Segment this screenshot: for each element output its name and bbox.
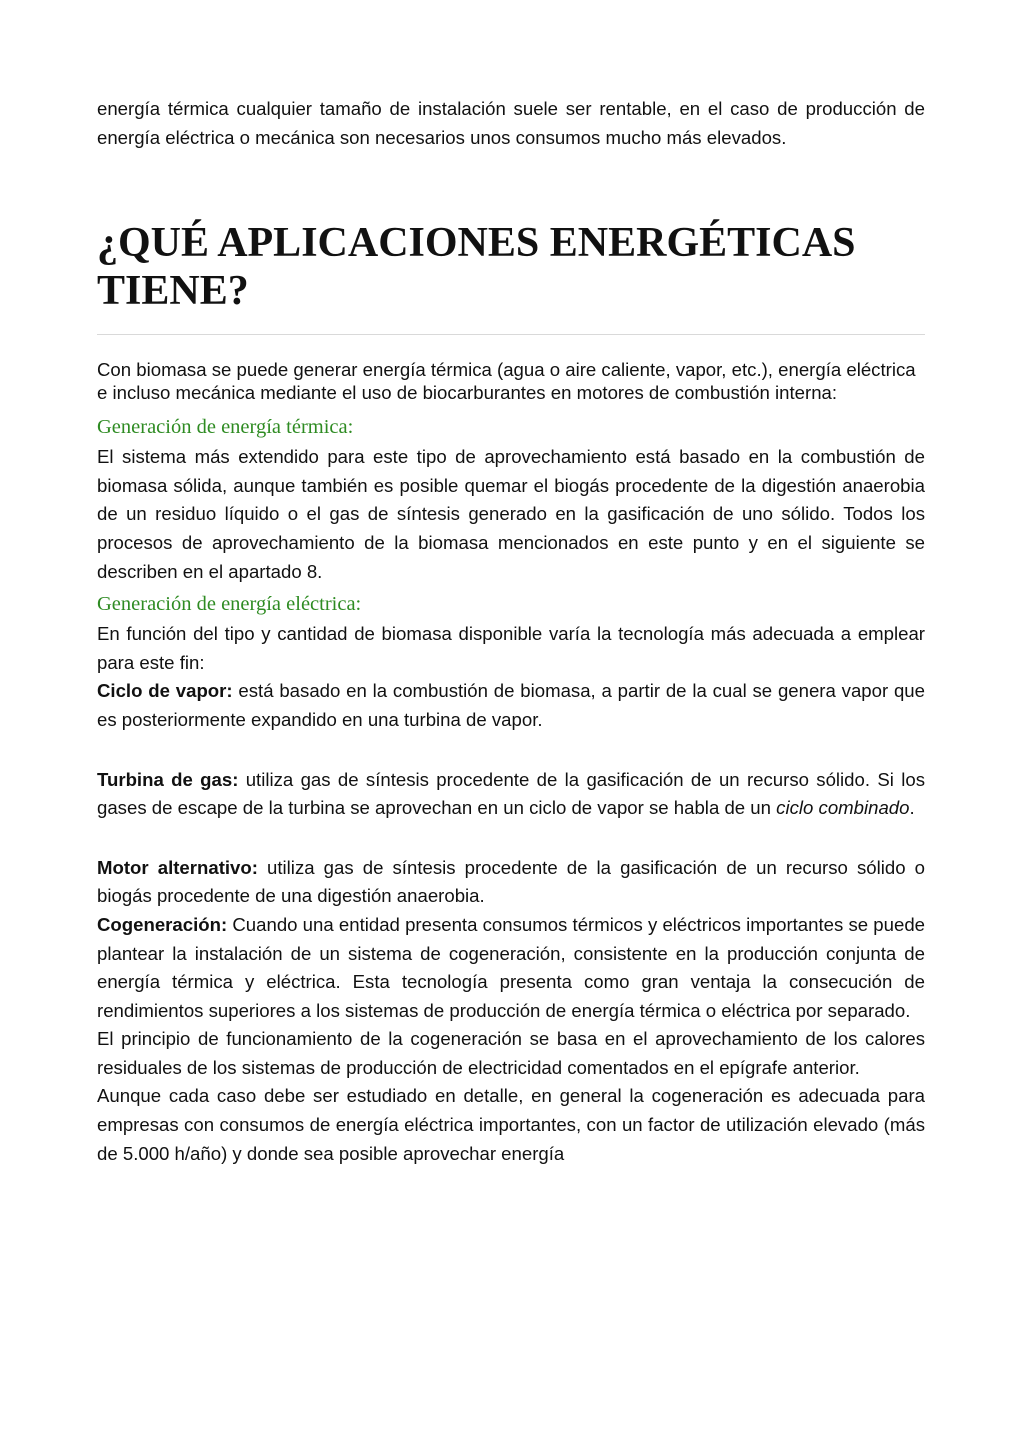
section-title	[97, 219, 925, 315]
combined-cycle-term: ciclo combinado	[776, 797, 910, 819]
electric-heading: Generación de energía eléctrica:	[97, 593, 362, 616]
thermal-paragraph: El sistema más extendido para este tipo de aprovechamiento está basado en la combustión de biomasa sólida, aunque también es posible quemar el biogás procedente de la digestión anaerobia de un residuo líquido o el gas de síntesis generado en la gasificación de uno sólido. Todos los procesos de aprovechamiento de la biomasa mencionados en este punto y en el siguiente se describen en el apartado 8.	[97, 446, 925, 582]
gas-turbine-text: utiliza gas de síntesis procedente de la gasificación de un recurso sólido. Si los gases de escape de la turbina se aprovechan en un ciclo de vapor se habla de un	[97, 768, 925, 819]
alternative-engine-paragraph	[97, 854, 925, 911]
section-lead-paragraph: Con biomasa se puede generar energía térmica (agua o aire caliente, vapor, etc.), energía eléctrica e incluso mecánica mediante el uso de biocarburantes en motores de combustión interna:	[97, 359, 916, 403]
gas-turbine-end: .	[909, 797, 915, 819]
steam-cycle-paragraph	[97, 677, 925, 734]
gas-turbine-paragraph	[97, 766, 925, 823]
section-title-line1: ¿QUÉ APLICACIONES ENERGÉTICAS	[97, 220, 856, 267]
thermal-heading: Generación de energía térmica:	[97, 416, 354, 439]
intro-paragraph: energía térmica cualquier tamaño de instalación suele ser rentable, en el caso de producción de energía eléctrica o mecánica son necesarios unos consumos mucho más elevados.	[97, 98, 925, 148]
alternative-engine-text: utiliza gas de síntesis procedente de la gasificación de un recurso sólido o biogás procedente de una digestión anaerobia.	[97, 856, 925, 907]
steam-cycle-label: Ciclo de vapor:	[97, 680, 233, 702]
cogeneration-principle-paragraph: El principio de funcionamiento de la cogeneración se basa en el aprovechamiento de los calores residuales de los sistemas de producción de electricidad comentados en el epígrafe anterior.	[97, 1028, 925, 1078]
gas-turbine-label: Turbina de gas:	[97, 768, 239, 790]
section-title-line2: TIENE?	[97, 268, 249, 315]
electric-intro-paragraph: En función del tipo y cantidad de biomasa disponible varía la tecnología más adecuada a emplear para este fin:	[97, 623, 925, 673]
cogeneration-closing-paragraph: Aunque cada caso debe ser estudiado en detalle, en general la cogeneración es adecuada para empresas con consumos de energía eléctrica importantes, con un factor de utilización elevado (más de 5.000 h/año) y donde sea posible aprovechar energía	[97, 1085, 925, 1164]
cogeneration-label: Cogeneración:	[97, 913, 228, 935]
document-page	[97, 95, 925, 1168]
cogeneration-text: Cuando una entidad presenta consumos térmicos y eléctricos importantes se puede plantear la instalación de un sistema de cogeneración, consistente en la producción conjunta de energía térmica y eléctrica. Esta tecnología presenta como gran ventaja la consecución de rendimientos superiores a los sistemas de producción de energía térmica o eléctrica por separado.	[97, 913, 925, 1021]
steam-cycle-text: está basado en la combustión de biomasa, a partir de la cual se genera vapor que es posteriormente expandido en una turbina de vapor.	[97, 680, 925, 730]
alternative-engine-label: Motor alternativo:	[97, 856, 258, 878]
cogeneration-paragraph	[97, 911, 925, 1025]
